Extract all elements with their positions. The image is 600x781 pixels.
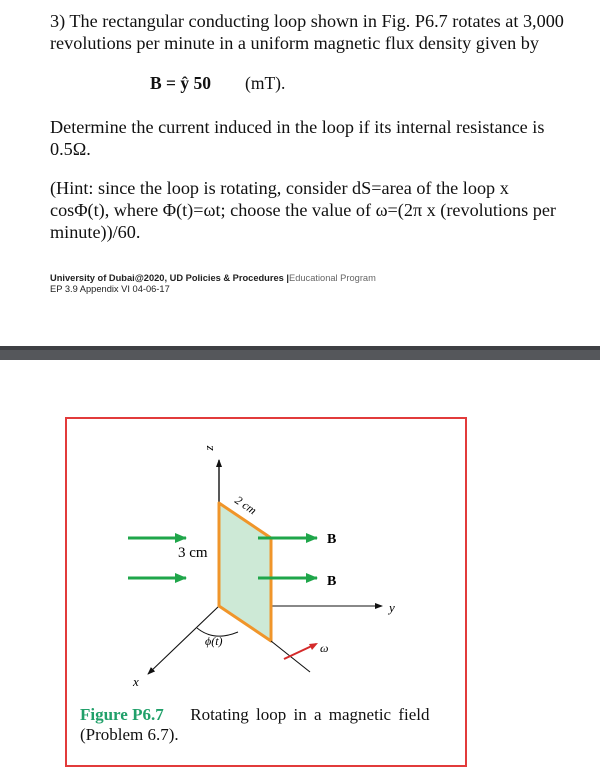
height-3cm-label: 3 cm <box>178 545 208 561</box>
hint-line-3: minute))/60. <box>50 222 141 242</box>
problem-line-2: revolutions per minute in a uniform magnetic flux density given by <box>50 33 539 53</box>
omega-arrowhead <box>309 643 318 650</box>
footer-line-2: EP 3.9 Appendix VI 04-06-17 <box>50 284 170 294</box>
b-field-label-upper: B <box>327 532 337 547</box>
z-axis-label: z <box>201 445 216 451</box>
width-2cm-label: 2 cm <box>232 492 260 518</box>
footer-university: University of Dubai@2020, UD Policies & Procedures | <box>50 273 290 283</box>
b-field-label-lower: B <box>327 574 337 589</box>
figure-caption <box>80 705 430 745</box>
phi-label: ϕ(t) <box>205 634 223 648</box>
equation-lhs: B = ŷ 50 <box>150 73 212 93</box>
task-line-2: 0.5Ω. <box>50 139 91 159</box>
footer-program: Educational Program <box>289 273 376 283</box>
y-axis-label: y <box>389 600 395 615</box>
hint-line-2: cosΦ(t), where Φ(t)=ωt; choose the value of ω=(2π x (revolutions per <box>50 200 556 220</box>
problem-line-1: 3) The rectangular conducting loop shown in Fig. P6.7 rotates at 3,000 <box>50 11 564 31</box>
task-line-1: Determine the current induced in the loop if its internal resistance is <box>50 117 545 137</box>
equation-units: (mT). <box>245 73 286 93</box>
caption-problem-ref: (Problem 6.7). <box>80 725 179 744</box>
caption-figure-number: Figure P6.7 <box>80 705 164 724</box>
conducting-loop <box>219 503 271 641</box>
x-axis-label: x <box>133 674 139 689</box>
omega-label: ω <box>320 641 329 655</box>
hint-line-1: (Hint: since the loop is rotating, consider dS=area of the loop x <box>50 178 509 198</box>
caption-text: Rotating loop in a magnetic field <box>190 705 430 724</box>
